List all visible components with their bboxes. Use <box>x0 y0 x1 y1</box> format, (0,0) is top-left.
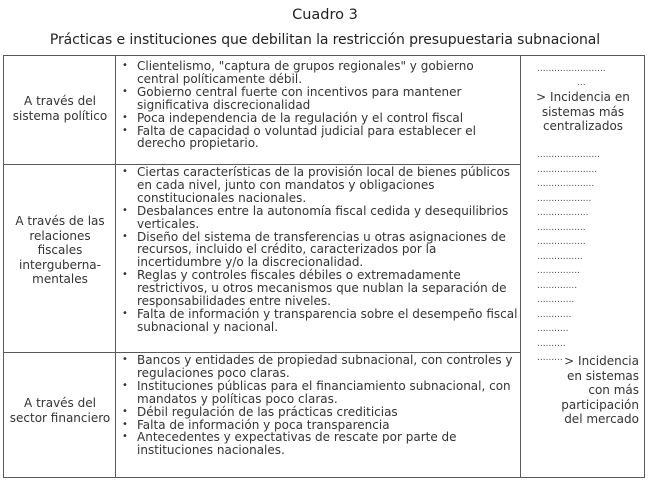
bullet-icon: • <box>122 418 128 430</box>
list-item: • Clientelismo, "captura de grupos regionales" y gobierno central políticamente débil. <box>122 59 474 86</box>
bullet-icon: • <box>122 405 128 417</box>
items-political <box>117 60 519 150</box>
row-label-political: A través del sistema político <box>12 94 108 123</box>
dotted-line: ............. <box>537 295 575 305</box>
list-item: • Antecedentes y expectativas de rescate por parte de instituciones nacionales. <box>122 430 457 458</box>
list-item: • Desbalances entre la autonomía fiscal cedida y desequilibrios verticales. <box>122 203 509 231</box>
bullet-icon: • <box>122 431 128 443</box>
practices-table <box>3 55 645 478</box>
bullet-icon: • <box>122 85 128 97</box>
list-item: • Reglas y controles fiscales débiles o extremadamente restrictivos, u otros mecanismos que nublan la separación de responsabilidades entre niveles. <box>122 268 507 309</box>
bullet-icon: • <box>122 379 128 391</box>
bullet-icon: • <box>122 111 128 123</box>
dotted-line: ................. <box>537 222 586 233</box>
incidence-market-label: > Incidencia en sistemas con más participación del mercado <box>561 354 639 426</box>
dotted-line: .............. <box>537 280 578 291</box>
list-item: • Gobierno central fuerte con incentivos para mantener significativa discrecionalidad <box>122 84 462 112</box>
list-item: • Débil regulación de las prácticas crediticias <box>122 404 398 419</box>
bullet-icon: • <box>122 166 128 177</box>
bullet-icon: • <box>122 307 128 319</box>
bullet-icon: • <box>122 354 128 365</box>
row-label-financial: A través del sector financiero <box>9 396 111 425</box>
dotted-line: ........... <box>537 324 569 334</box>
dotted-line: ................. <box>537 237 586 247</box>
incidence-column <box>521 56 644 477</box>
dotted-line: .......... <box>537 338 566 349</box>
list-item: • Ciertas características de la provisión local de bienes públicos en cada nivel, junto con mandatos y obligaciones constitucionales nacionales. <box>122 165 511 205</box>
bullet-icon: • <box>122 60 128 71</box>
bullet-icon: • <box>122 204 128 216</box>
list-item: • Falta de información y poca transparencia <box>122 417 390 432</box>
table-number: Cuadro 3 <box>292 7 358 23</box>
dotted-line: ........................ <box>537 64 606 74</box>
list-item: • Instituciones públicas para el financiamiento subnacional, con mandatos y políticas poco claras. <box>122 378 511 406</box>
items-financial <box>117 354 519 457</box>
dotted-line: ...................... <box>537 150 600 160</box>
list-item: • Diseño del sistema de transferencias u otras asignaciones de recursos, incluido el crédito, caracterizados por la incertidumbre y/o la discrecionalidad. <box>122 229 506 270</box>
bullet-icon: • <box>122 230 128 242</box>
dotted-line: .................. <box>537 208 589 218</box>
dotted-line: ................ <box>537 251 583 262</box>
dotted-line: ... <box>577 78 586 88</box>
dotted-line: ............... <box>537 266 580 276</box>
row-label-intergovernmental: A través de las relaciones fiscales interguberna- mentales <box>15 214 105 286</box>
dotted-line: ............ <box>537 309 572 320</box>
list-item: • Falta de capacidad o voluntad judicial para establecer el derecho propietario. <box>122 123 476 151</box>
list-item: • Poca independencia de la regulación y el control fiscal <box>122 110 464 125</box>
table-title: Prácticas e instituciones que debilitan la restricción presupuestaria subnacional <box>49 32 601 48</box>
dotted-line: ................... <box>537 193 592 204</box>
dotted-line: ..................... <box>537 164 598 175</box>
incidence-centralized-label: > Incidencia en sistemas más centralizados <box>536 90 630 133</box>
bullet-icon: • <box>122 269 128 281</box>
list-item: • Bancos y entidades de propiedad subnacional, con controles y regulaciones poco claras. <box>122 353 513 380</box>
dotted-line: .................... <box>537 179 595 189</box>
list-item: • Falta de información y transparencia sobre el desempeño fiscal subnacional y nacional. <box>122 306 518 334</box>
bullet-icon: • <box>122 124 128 136</box>
dotted-line: ......... <box>537 353 563 363</box>
items-intergovernmental <box>117 166 519 334</box>
